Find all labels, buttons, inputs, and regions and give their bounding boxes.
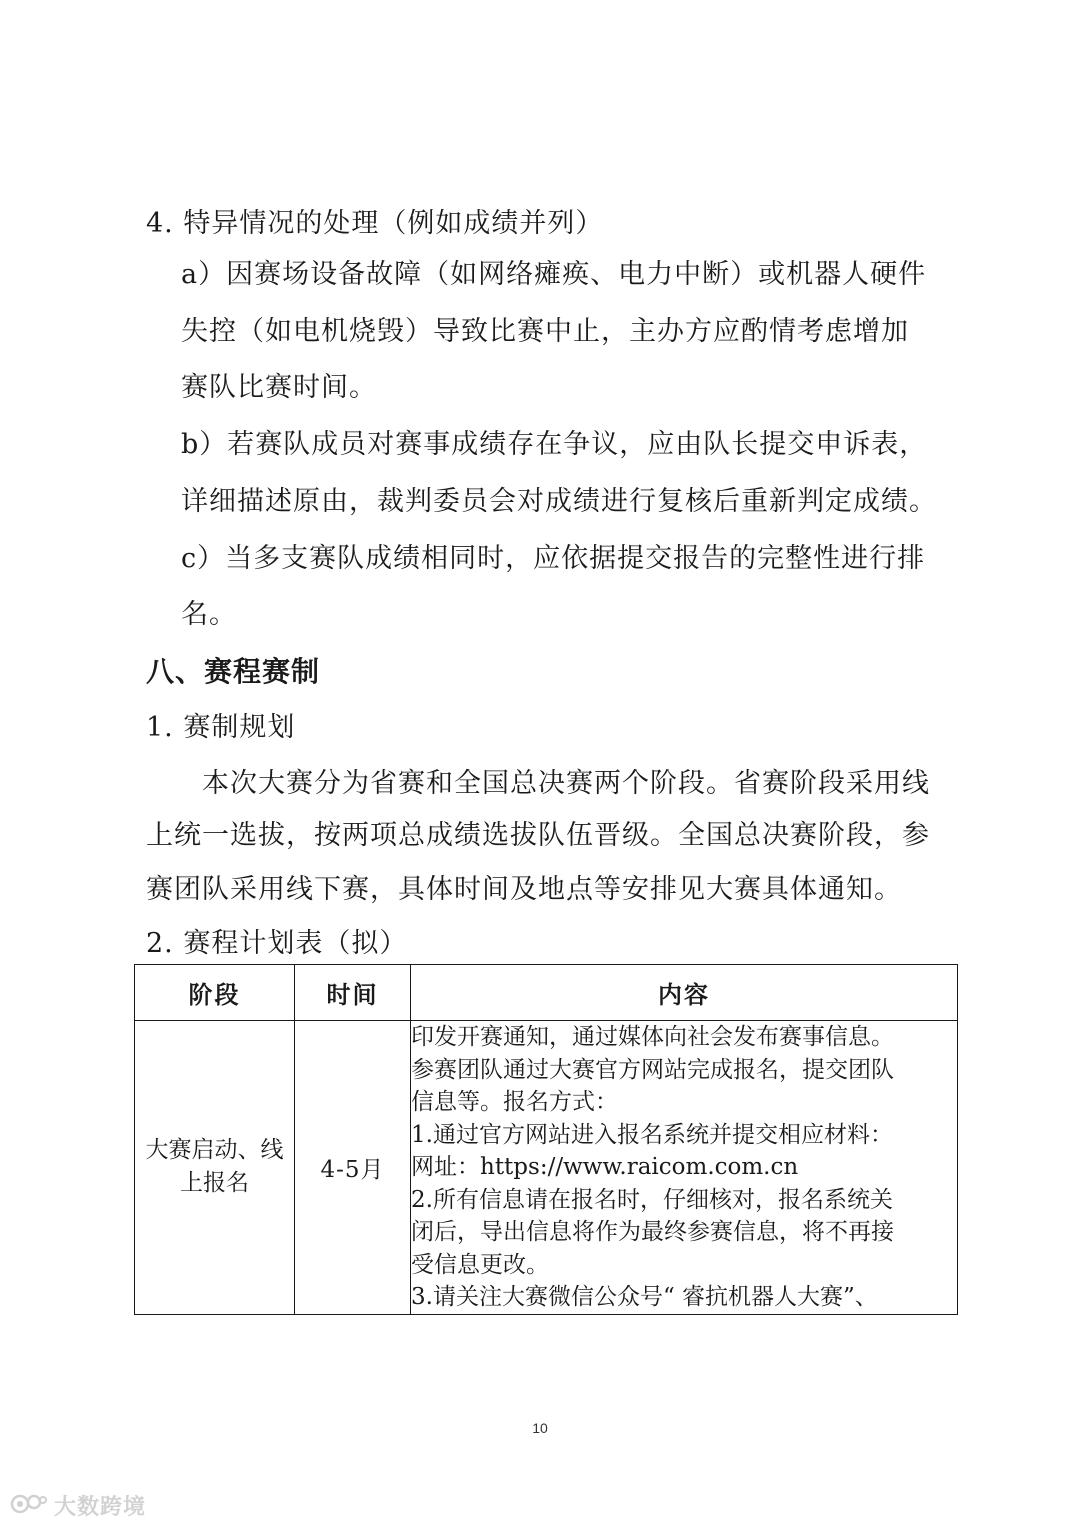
content-line: 受信息更改。 [411,1251,549,1278]
sub2-heading: 2. 赛程计划表（拟） [146,928,408,959]
camera-logo-icon [10,1491,48,1521]
sub1-paragraph-line-1: 本次大赛分为省赛和全国总决赛两个阶段。省赛阶段采用线 [202,768,930,799]
header-content: 内容 [411,965,958,1021]
item-a-line-1: a）因赛场设备故障（如网络瘫痪、电力中断）或机器人硬件 [181,259,927,290]
item-c-line-2: 名。 [181,599,237,630]
content-line: 2.所有信息请在报名时，仔细核对，报名系统关 [411,1186,893,1213]
stage-cell [135,1021,295,1315]
item-a-line-3: 赛队比赛时间。 [181,372,377,403]
content-line: 闭后，导出信息将作为最终参赛信息，将不再接 [411,1219,894,1245]
stage-line-1: 大赛启动、线 [145,1137,284,1164]
header-time: 时间 [295,965,411,1021]
sub1-paragraph-line-3: 赛团队采用线下赛，具体时间及地点等安排见大赛具体通知。 [146,874,902,905]
content-line: 1.通过官方网站进入报名系统并提交相应材料： [411,1121,893,1148]
item-c-line-1: c）当多支赛队成绩相同时，应依据提交报告的完整性进行排 [181,543,926,574]
time-cell: 4-5月 [295,1021,411,1315]
content-line: 印发开赛通知，通过媒体向社会发布赛事信息。 [411,1024,894,1050]
stage-line-2: 上报名 [180,1170,249,1197]
sub1-paragraph-line-2: 上统一选拔，按两项总成绩选拔队伍晋级。全国总决赛阶段，参 [146,820,930,851]
item-a-line-2: 失控（如电机烧毁）导致比赛中止，主办方应酌情考虑增加 [181,316,909,347]
content-line-url: 网址：https://www.raicom.com.cn [411,1154,799,1180]
page-number: 10 [532,1420,548,1436]
table-header-row [135,965,958,1021]
sub1-heading: 1. 赛制规划 [146,712,296,743]
section4-heading: 4. 特异情况的处理（例如成绩并列） [146,208,604,239]
watermark [10,1490,146,1521]
table-row [135,1021,958,1315]
section8-title: 八、赛程赛制 [146,655,321,688]
header-stage: 阶段 [135,965,295,1021]
content-line: 信息等。报名方式： [411,1089,618,1115]
item-b-line-1: b）若赛队成员对赛事成绩存在争议，应由队长提交申诉表， [181,429,928,460]
watermark-text: 大数跨境 [54,1495,147,1520]
content-line: 3.请关注大赛微信公众号“ 睿抗机器人大赛”、 [411,1284,878,1310]
content-line: 参赛团队通过大赛官方网站完成报名，提交团队 [411,1056,894,1083]
content-cell [411,1021,958,1315]
schedule-table [134,964,958,1315]
item-b-line-2: 详细描述原由，裁判委员会对成绩进行复核后重新判定成绩。 [181,486,937,517]
